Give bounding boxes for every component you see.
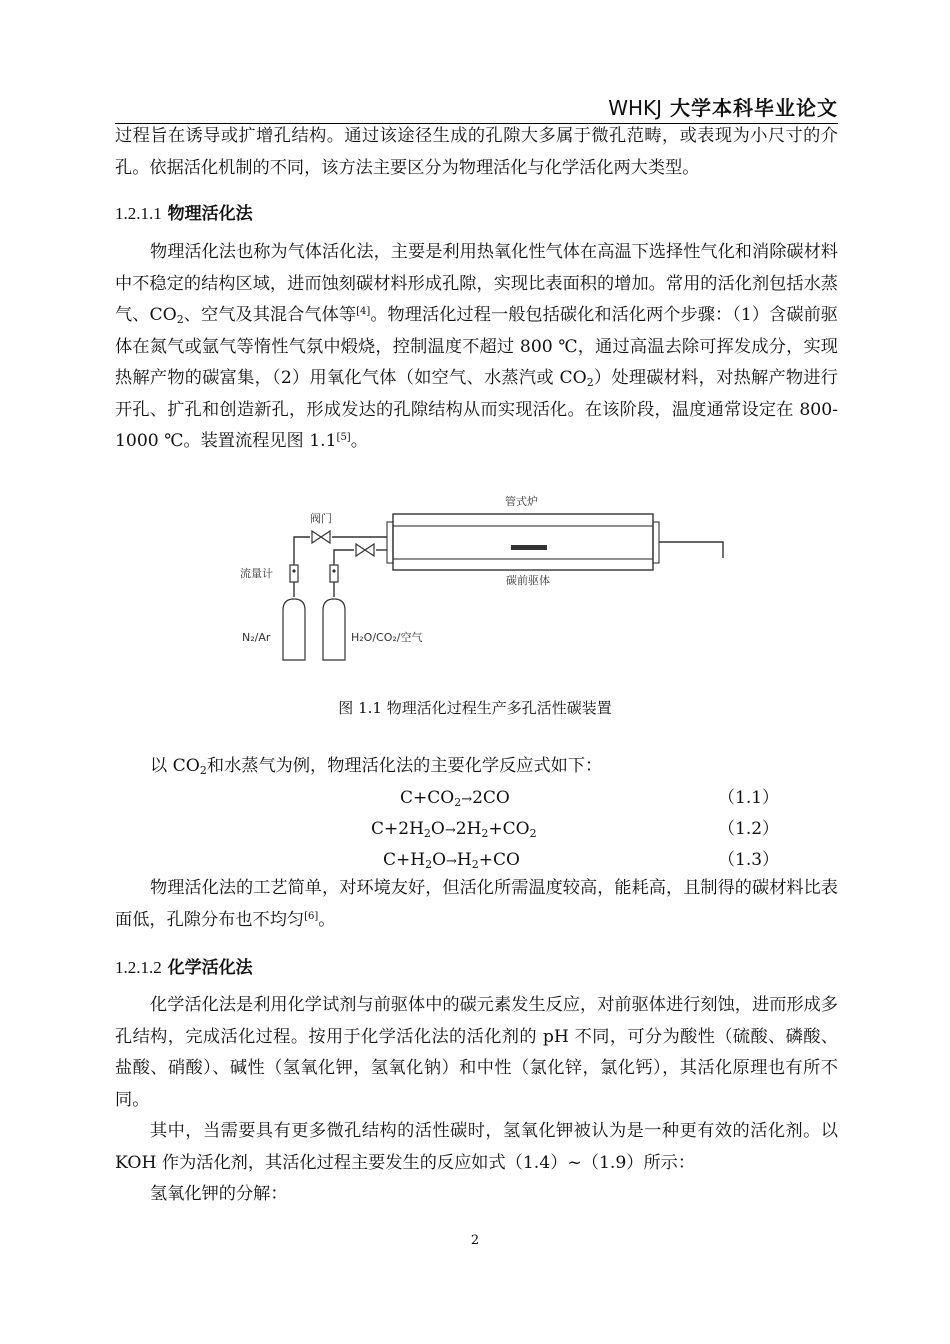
valve-icon xyxy=(356,544,365,556)
flowmeter-label: 流量计 xyxy=(240,567,273,580)
text-run: 。 xyxy=(350,431,368,451)
citation: [5] xyxy=(336,432,351,443)
section-title: 化学活化法 xyxy=(167,958,253,978)
paragraph-reactions-intro xyxy=(115,751,838,783)
gas-line-2 xyxy=(334,550,354,565)
subscript: 2 xyxy=(586,376,594,389)
furnace-end-right xyxy=(653,522,659,563)
text-run: 以 CO xyxy=(150,756,200,776)
tube-furnace-outer xyxy=(393,514,653,570)
paragraph-intro: 过程旨在诱导或扩增孔结构。通过该途径生成的孔隙大多属于微孔范畴，或表现为小尺寸的介孔。依据活化机制的不同，该方法主要区分为物理活化与化学活化两大类型。 xyxy=(115,126,838,178)
paragraph-chemical-activation: 化学活化法是利用化学试剂与前驱体中的碳元素发生反应，对前驱体进行刻蚀，进而形成多孔结构，完成活化过程。按用于化学活化法的活化剂的 pH 不同，可分为酸性（硫酸、磷酸、盐酸、硝酸）、碱性（氢氧化钾，氢氧化钠）和中性（氯化锌，氯化钙），其活化原理也有所不同。 xyxy=(115,995,838,1110)
text-run: 。 xyxy=(318,909,336,930)
subscript: 2 xyxy=(176,313,184,326)
citation: [6] xyxy=(304,910,319,922)
text-run: ）处理碳材料，对热解产物进行开孔、扩孔和创造新孔，形成发达的孔隙结构从而实现活化。在该阶段，温度通常设定在 800-1000 ℃。装置流程见图 1.1 xyxy=(115,368,838,451)
equation-1-1: $C+CO_2\to 2CO$ xyxy=(400,788,510,809)
outlet-line xyxy=(659,542,723,558)
header-title: 大学本科毕业论文 xyxy=(670,96,838,120)
section-title: 物理活化法 xyxy=(167,204,253,224)
text-run: 、空气及其混合气体等 xyxy=(183,305,357,325)
equation-1-2: $C+2H_2O\to 2H_2+CO_2$ xyxy=(371,819,537,840)
paragraph-physical-summary xyxy=(115,873,838,936)
text-run: 和水蒸气为例，物理活化法的主要化学反应式如下： xyxy=(206,756,603,776)
text-run: 。物理活化过程一般包括碳化和活化两个步骤：（1）含碳前驱体在氮气或氩气等惰性气氛中煅烧，控制温度不超过 800 ℃，通过高温去除可挥发成分，实现热解产物的碳富集，（2）用氧化气体（如空气、水蒸汽或 CO xyxy=(115,305,838,388)
text-run: 物理活化法的工艺简单，对环境友好，但活化所需温度较高，能耗高，且制得的碳材料比表面低，孔隙分布也不均匀 xyxy=(115,878,838,930)
equation-number: （1.1） xyxy=(718,788,780,808)
valve-label: 阀门 xyxy=(310,512,332,525)
section-heading-chemical xyxy=(115,953,253,978)
text-run: 物理活化法也称为气体活化法，主要是利用热氧化性气体在高温下选择性气化和消除碳材料中不稳定的结构区域，进而蚀刻碳材料形成孔隙，实现比表面积的增加。常用的活化剂包括水蒸气、CO xyxy=(115,242,838,325)
section-heading-physical xyxy=(115,199,253,224)
flowmeter-icon xyxy=(290,565,298,582)
equation-number: （1.3） xyxy=(718,850,780,870)
gas-cylinder-icon xyxy=(283,599,305,660)
section-number: 1.2.1.1 xyxy=(115,204,162,223)
paragraph-koh-decomposition: 氢氧化钾的分解： xyxy=(150,1184,288,1204)
furnace-end-left xyxy=(387,522,393,563)
apparatus-diagram xyxy=(230,485,750,670)
valve-icon xyxy=(365,544,374,556)
precursor-label: 碳前驱体 xyxy=(506,574,550,587)
page-number: 2 xyxy=(470,1233,480,1248)
paragraph-koh: 其中，当需要具有更多微孔结构的活性碳时，氢氧化钾被认为是一种更有效的活化剂。以 KOH 作为活化剂，其活化过程主要发生的反应如式（1.4）~（1.9）所示： xyxy=(115,1121,838,1173)
equation-number: （1.2） xyxy=(718,819,780,839)
citation: [4] xyxy=(356,306,371,317)
equation-1-3: $C+H_2O\to H_2+CO$ xyxy=(383,850,520,871)
gas-cylinder-icon xyxy=(323,599,345,660)
gas2-label: H₂O/CO₂/空气 xyxy=(351,631,423,644)
running-header xyxy=(115,92,838,124)
valve-icon xyxy=(312,531,321,543)
furnace-label: 管式炉 xyxy=(505,495,538,508)
header-prefix: WHKJ xyxy=(608,96,663,120)
gas1-label: N₂/Ar xyxy=(242,631,271,644)
gas-line-1 xyxy=(294,537,310,565)
carbon-precursor-boat xyxy=(511,545,547,550)
figure-caption: 图 1.1 物理活化过程生产多孔活性碳装置 xyxy=(338,699,612,717)
subscript: 2 xyxy=(199,764,207,777)
valve-icon xyxy=(321,531,330,543)
flowmeter-icon xyxy=(330,565,338,582)
furnace-tube xyxy=(393,526,653,559)
section-number: 1.2.1.2 xyxy=(115,958,162,977)
paragraph-physical-activation xyxy=(115,237,838,458)
